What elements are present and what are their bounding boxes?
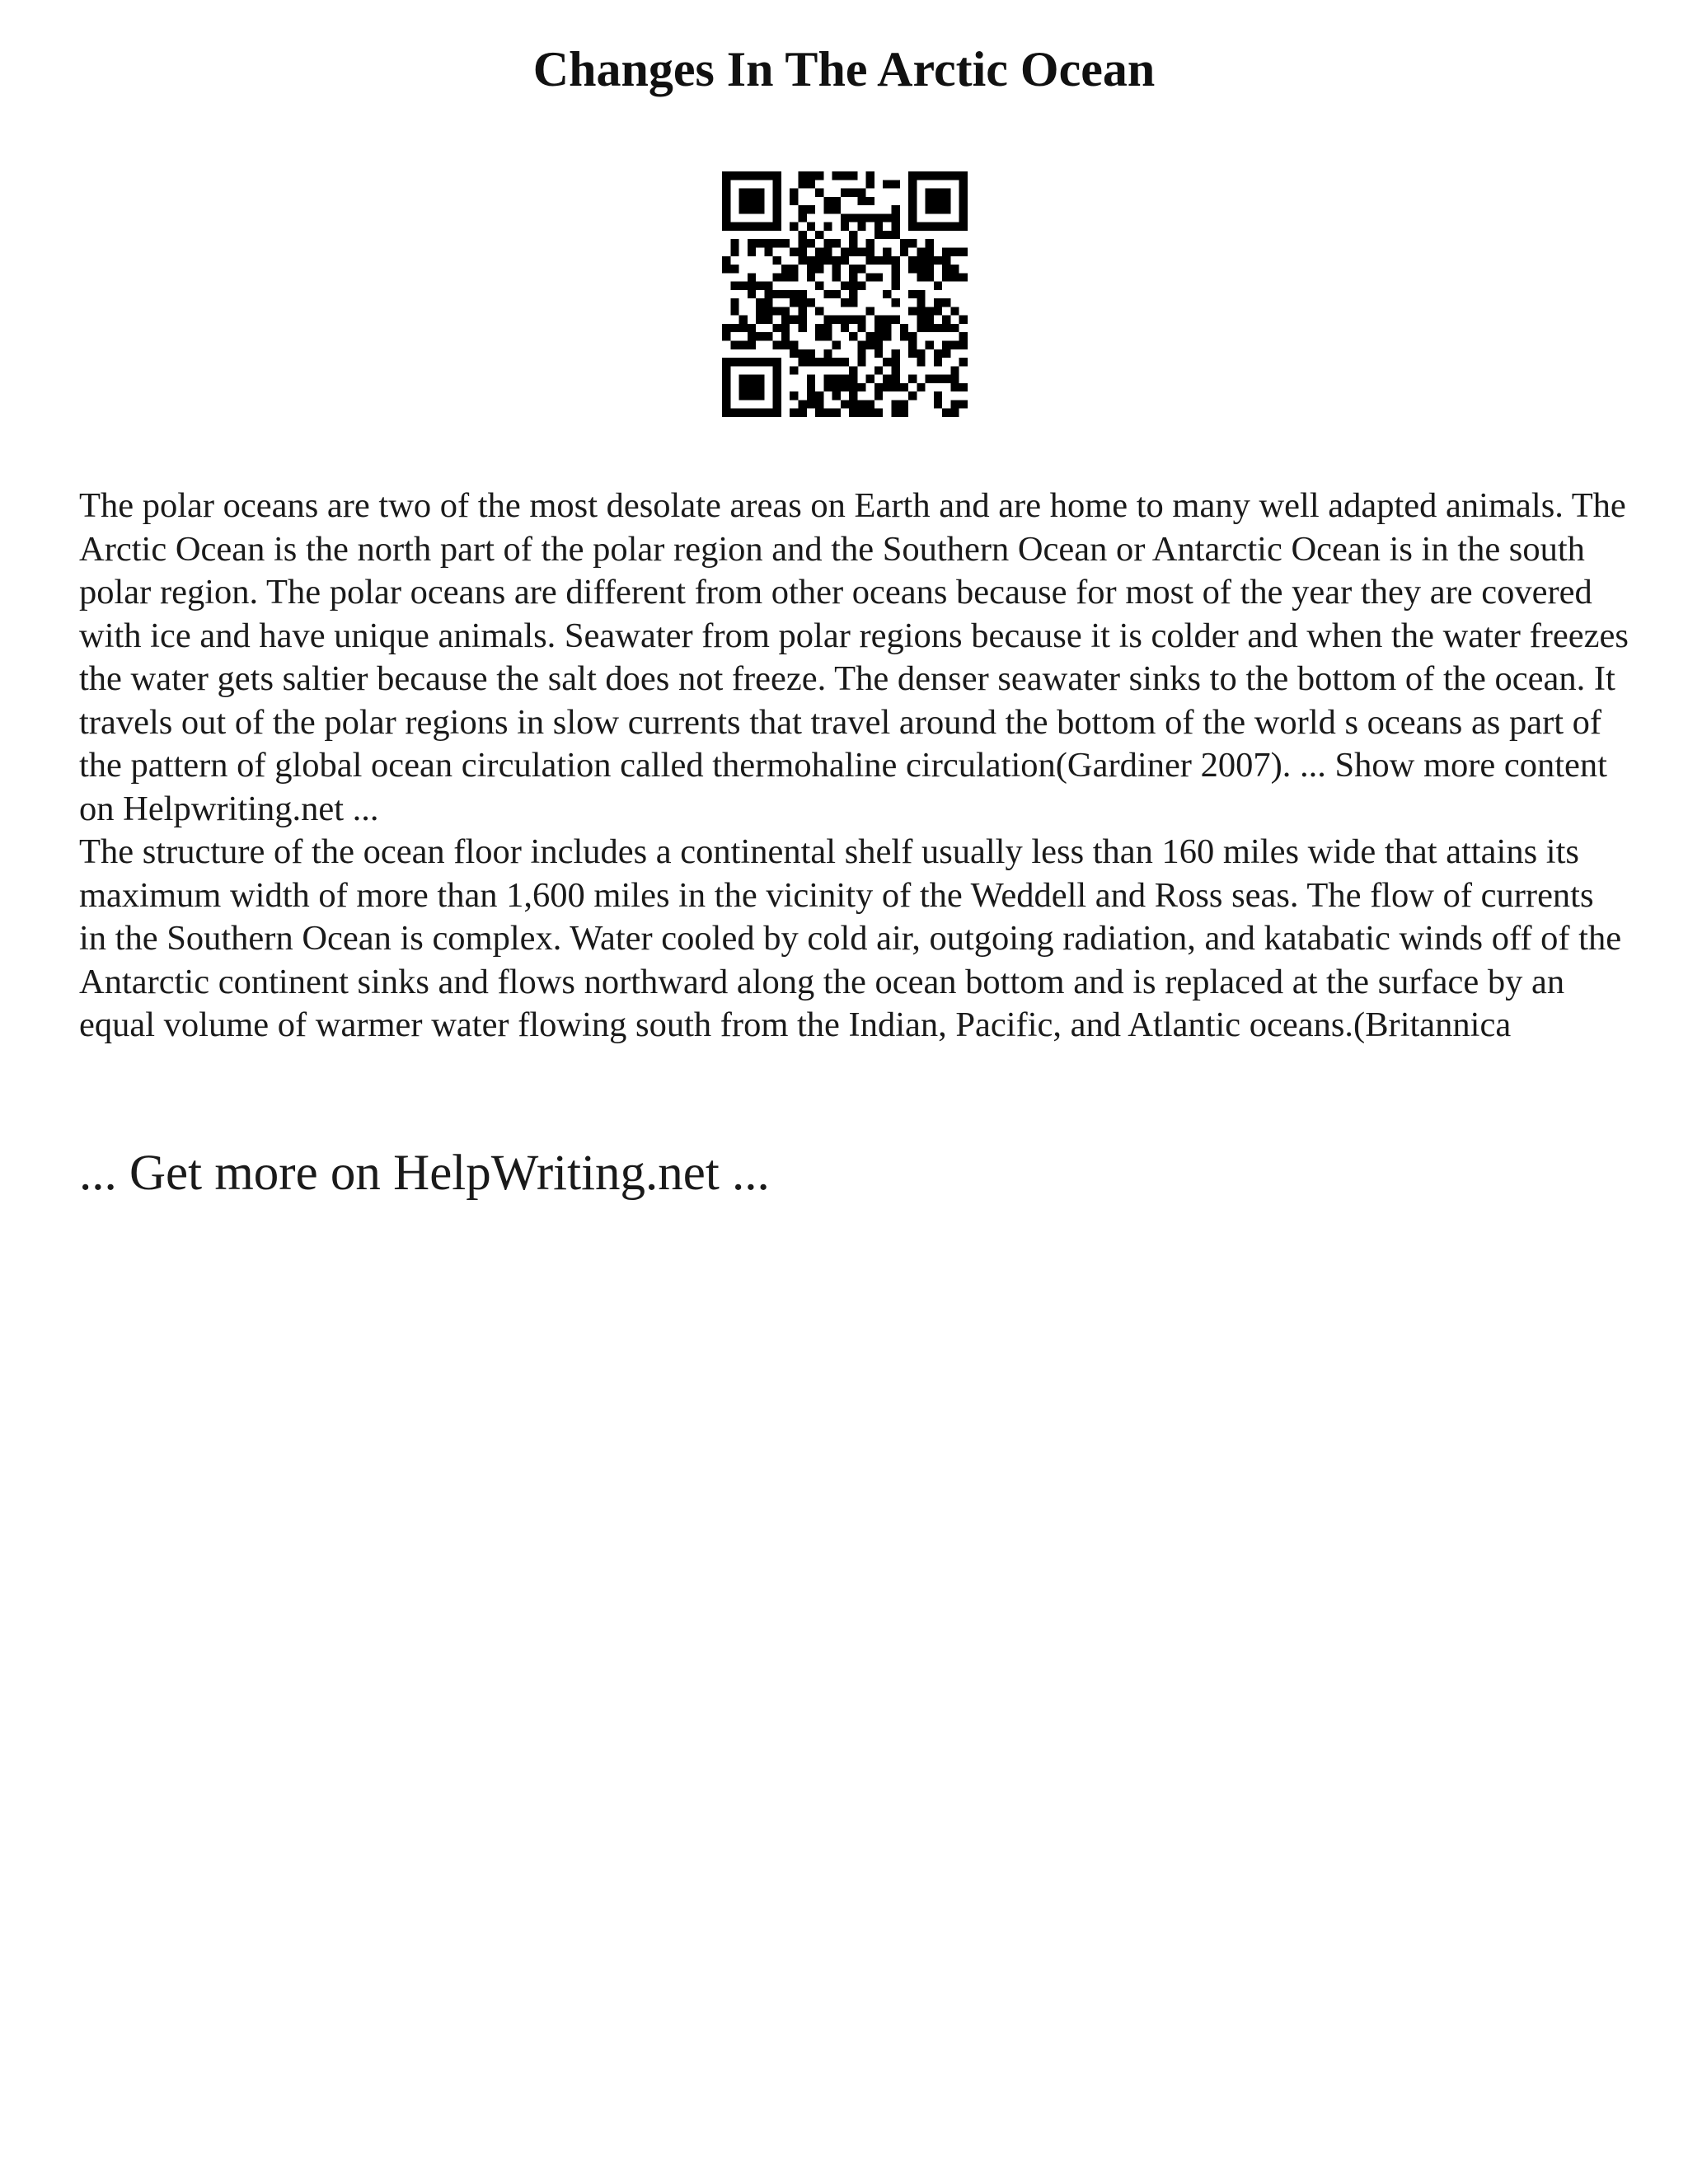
article-body	[79, 485, 1629, 1047]
qr-code-graphic	[722, 171, 968, 417]
page-title: Changes In The Arctic Ocean	[532, 42, 1156, 96]
paragraph-1: The polar oceans are two of the most desolate areas on Earth and are home to many well adapted animals. The Arctic Ocean is the north part of the polar region and the Southern Ocean or Antarctic Ocean is in the south polar region. The polar oceans are different from other oceans because for most of the year they are covered with ice and have unique animals. Seawater from polar regions because it is colder and when the water freezes the water gets saltier because the salt does not freeze. The denser seawater sinks to the bottom of the ocean. It travels out of the polar regions in slow currents that travel around the bottom of the world s oceans as part of the pattern of global ocean circulation called thermohaline circulation(Gardiner 2007). ... Show more content on Helpwriting.net ...	[79, 486, 1629, 828]
paragraph-2: The structure of the ocean floor includes a continental shelf usually less than 160 miles wide that attains its maximum width of more than 1,600 miles in the vicinity of the Weddell and Ross seas. The flow of currents in the Southern Ocean is complex. Water cooled by cold air, outgoing radiation, and katabatic winds off of the Antarctic continent sinks and flows northward along the ocean bottom and is replaced at the surface by an equal volume of warmer water flowing south from the Indian, Pacific, and Atlantic oceans.(Britannica	[79, 832, 1622, 1044]
qr-code-icon	[722, 171, 968, 417]
get-more-link[interactable]: ... Get more on HelpWriting.net ...	[79, 1146, 770, 1201]
